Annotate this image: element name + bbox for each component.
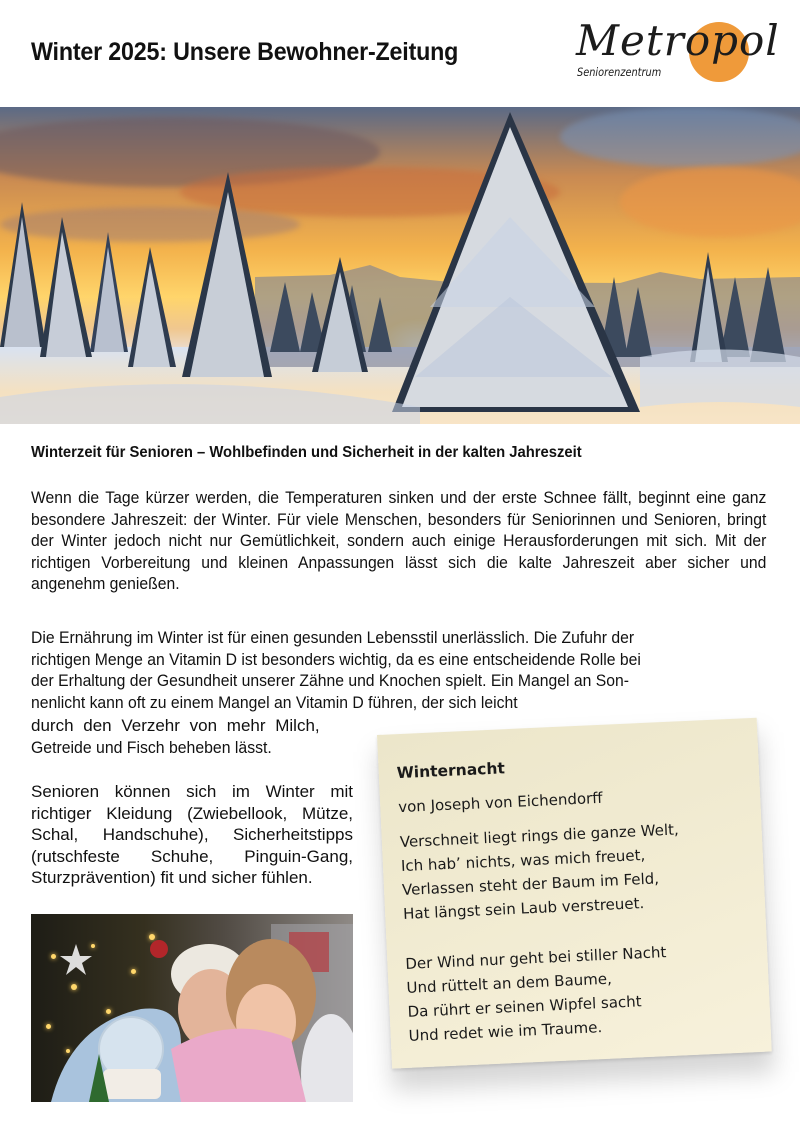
winter-landscape-image <box>0 107 800 424</box>
poem-author: von Joseph von Eichendorff <box>397 788 603 817</box>
poem-line: Da rührt er seinen Wipfel sacht <box>407 992 642 1021</box>
page-title <box>31 38 458 67</box>
nutrition-tail-line-1: durch den Verzehr von mehr Milch, <box>31 716 320 735</box>
poem-line: Und redet wie im Traume. <box>408 1018 603 1045</box>
nutrition-line-4: nenlicht kann oft zu einem Mangel an Vitamin D führen, der sich leicht <box>31 692 518 712</box>
nutrition-line-1: Die Ernährung im Winter ist für einen gesunden Lebensstil unerlässlich. Die Zufuhr der <box>31 628 635 647</box>
paragraph-nutrition <box>31 627 766 713</box>
nutrition-tail-line-2: Getreide und Fisch beheben lässt. <box>31 737 272 757</box>
poem-line: Ich hab’ nichts, was mich freuet, <box>400 845 646 876</box>
photo-figures <box>31 914 353 1102</box>
poem-line: Hat längst sein Laub verstreuet. <box>402 894 645 923</box>
title-year: Winter 2025: <box>31 38 167 66</box>
article-heading: Winterzeit für Senioren – Wohlbefinden und Sicherheit in der kalten Jahreszeit <box>31 444 582 461</box>
poem-line: Verschneit liegt rings die ganze Welt, <box>399 820 680 852</box>
paragraph-intro: Wenn die Tage kürzer werden, die Temperaturen sinken und der erste Schnee fällt, beginnt eine ganz besondere Jahreszeit: der Winter. Für viele Menschen, besonders für Seniorinnen und Senioren, bringt der Winter jedoch nicht nur Gemütlichkeit, sondern auch einige Herausforderungen mit sich. Mit der richtigen Vorbereitung und kleinen Anpassungen lässt sich die kalte Jahreszeit aber sicher und angenehm genießen. <box>31 488 767 593</box>
metropol-logo <box>572 16 780 86</box>
logo-wordmark: Metropol <box>576 16 780 65</box>
poem-title: Winternacht <box>396 759 506 783</box>
nutrition-line-2: richtigen Menge an Vitamin D ist besonders wichtig, da es eine entscheidende Rolle bei <box>31 649 641 669</box>
nutrition-line-3: der Erhaltung der Gesundheit unserer Zähne und Knochen spielt. Ein Mangel an Son- <box>31 671 629 690</box>
title-text: Unsere Bewohner-Zeitung <box>166 38 459 66</box>
fir-trees-illustration <box>0 107 800 424</box>
poem-line: Und rüttelt an dem Baume, <box>406 969 613 997</box>
paragraph-safety: Senioren können sich im Winter mit richtiger Kleidung (Zwiebellook, Mütze, Schal, Handschuhe), Sicherheitstipps (rutschfeste Schuhe, Pinguin-Gang, Sturzprävention) fit und sicher fühlen. <box>31 782 353 887</box>
grandmother-child-photo <box>31 914 353 1102</box>
poem-line: Verlassen steht der Baum im Feld, <box>401 869 660 900</box>
logo-subtitle: Seniorenzentrum <box>577 65 662 79</box>
poem-line: Der Wind nur geht bei stiller Nacht <box>405 943 667 973</box>
star-ornament-icon <box>60 944 92 975</box>
paragraph-nutrition-tail <box>31 715 320 758</box>
poem-note <box>377 718 772 1069</box>
